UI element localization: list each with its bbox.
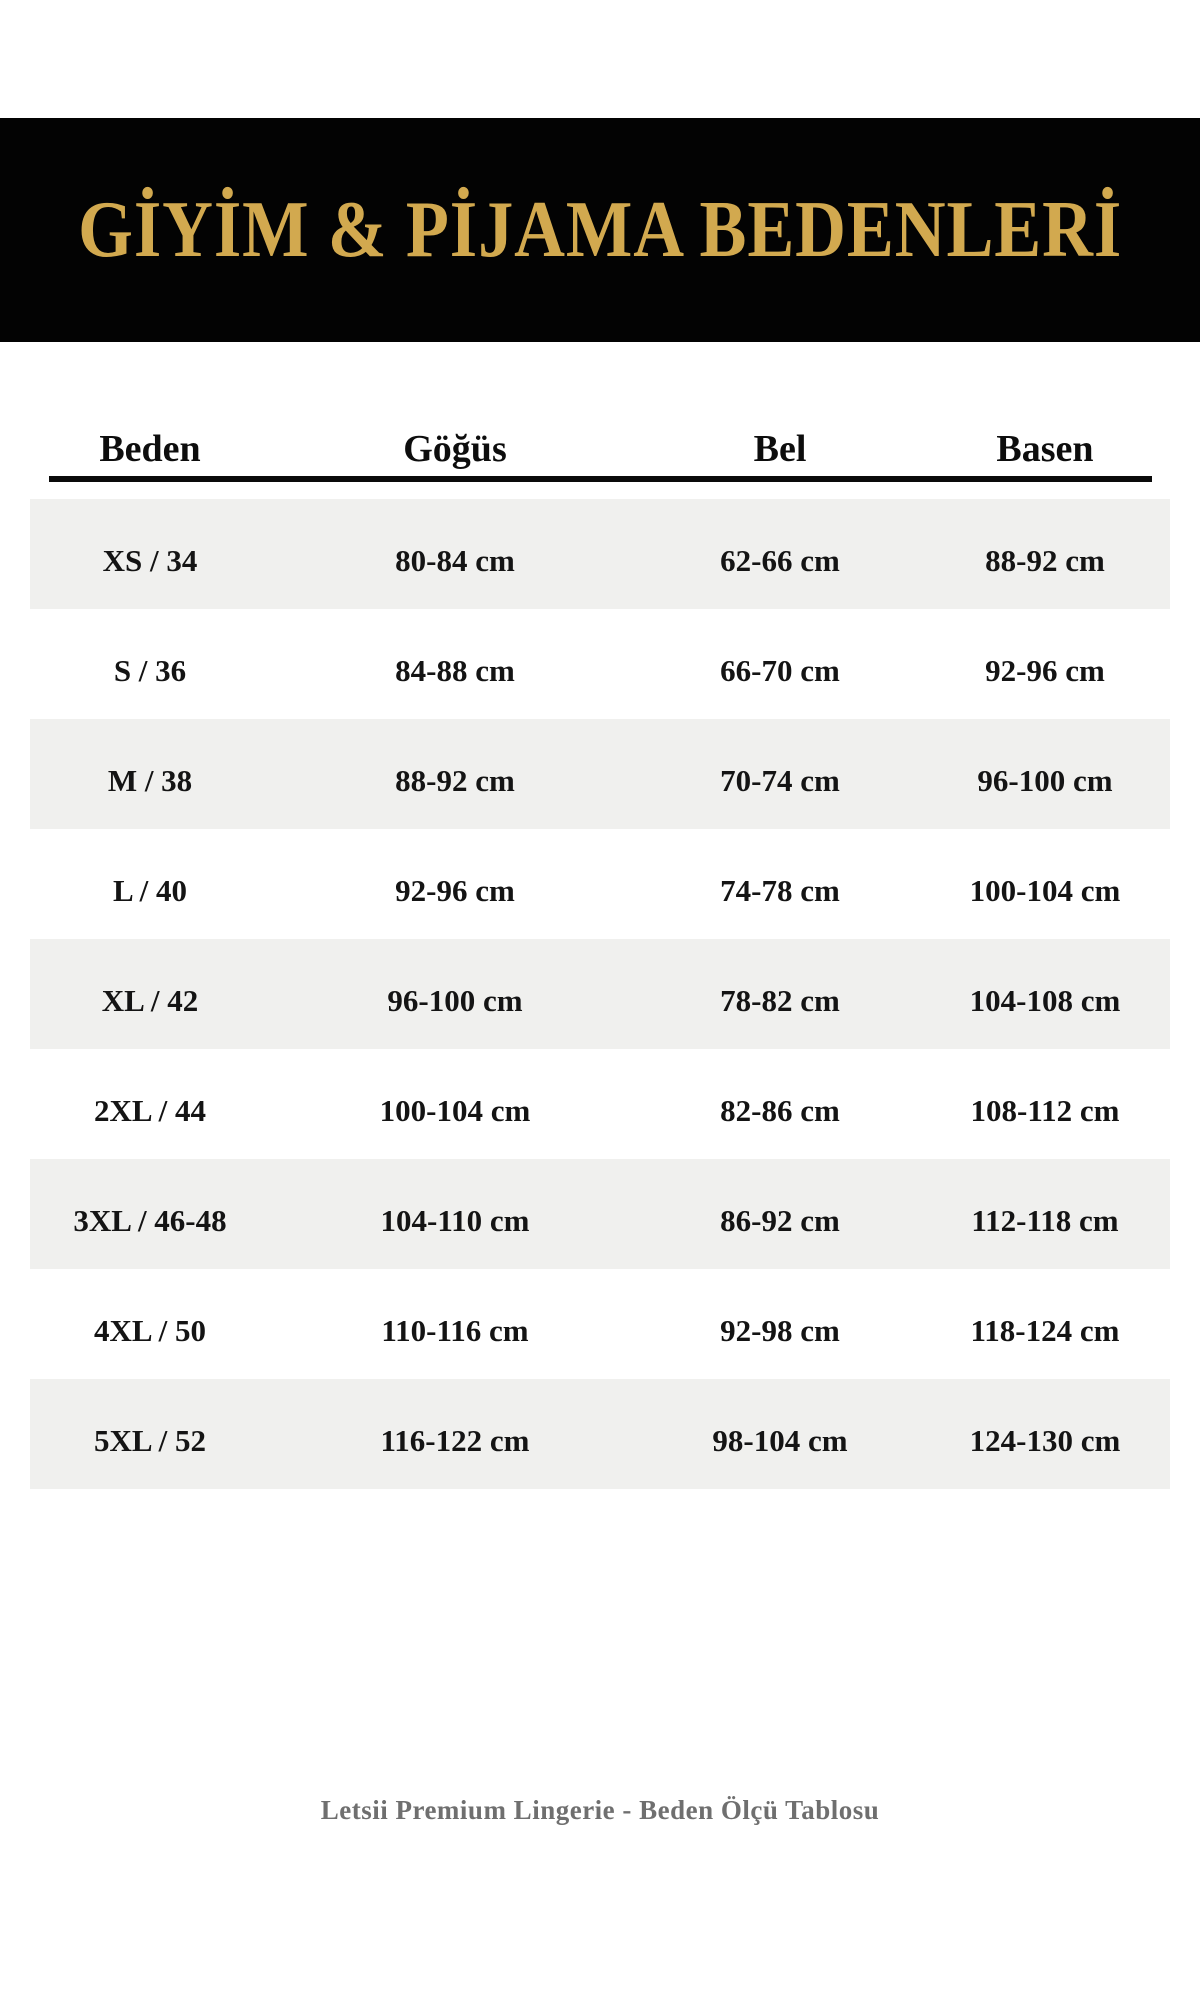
- size-cell: 2XL / 44: [94, 1093, 206, 1128]
- waist-cell: 86-92 cm: [720, 1203, 840, 1238]
- hips-cell: 112-118 cm: [971, 1203, 1119, 1238]
- chest-cell: 88-92 cm: [395, 763, 515, 798]
- hips-cell: 118-124 cm: [970, 1313, 1120, 1348]
- page-title: GİYİM & PİJAMA BEDENLERİ: [78, 185, 1122, 274]
- table-row: [30, 719, 1170, 829]
- hips-cell: 88-92 cm: [985, 543, 1105, 578]
- chest-cell: 116-122 cm: [380, 1423, 530, 1458]
- column-header-waist: Bel: [753, 428, 807, 470]
- chest-cell: 84-88 cm: [395, 653, 515, 688]
- chest-cell: 92-96 cm: [395, 873, 515, 908]
- chest-cell: 96-100 cm: [387, 983, 523, 1018]
- table-body: [30, 499, 1170, 1489]
- footer-caption: Letsii Premium Lingerie - Beden Ölçü Tablosu: [320, 1795, 880, 1825]
- waist-cell: 92-98 cm: [720, 1313, 840, 1348]
- table-row: [30, 1049, 1170, 1159]
- waist-cell: 70-74 cm: [720, 763, 840, 798]
- chest-cell: 80-84 cm: [395, 543, 515, 578]
- table-header-row: [30, 413, 1170, 473]
- column-header-hips: Basen: [996, 428, 1094, 470]
- waist-cell: 78-82 cm: [720, 983, 840, 1018]
- size-cell: M / 38: [107, 763, 193, 798]
- table-row: [30, 1159, 1170, 1269]
- title-banner: [0, 118, 1200, 342]
- hips-cell: 100-104 cm: [969, 873, 1121, 908]
- size-cell: XL / 42: [101, 983, 199, 1018]
- waist-cell: 98-104 cm: [712, 1423, 848, 1458]
- table-row: [30, 609, 1170, 719]
- table-row: [30, 1379, 1170, 1489]
- chest-cell: 110-116 cm: [381, 1313, 529, 1348]
- table-row: [30, 829, 1170, 939]
- hips-cell: 104-108 cm: [969, 983, 1121, 1018]
- size-cell: 3XL / 46-48: [73, 1203, 227, 1238]
- waist-cell: 62-66 cm: [720, 543, 840, 578]
- waist-cell: 66-70 cm: [720, 653, 840, 688]
- column-header-size: Beden: [99, 428, 201, 470]
- hips-cell: 124-130 cm: [969, 1423, 1121, 1458]
- table-row: [30, 939, 1170, 1049]
- size-cell: 4XL / 50: [94, 1313, 206, 1348]
- column-header-chest: Göğüs: [403, 428, 507, 470]
- table-row: [30, 499, 1170, 609]
- waist-cell: 82-86 cm: [720, 1093, 840, 1128]
- hips-cell: 92-96 cm: [985, 653, 1105, 688]
- size-cell: XS / 34: [102, 543, 198, 578]
- footer: [0, 1795, 1200, 1826]
- size-cell: 5XL / 52: [94, 1423, 206, 1458]
- chest-cell: 104-110 cm: [380, 1203, 530, 1238]
- hips-cell: 108-112 cm: [970, 1093, 1120, 1128]
- size-cell: L / 40: [112, 873, 188, 908]
- chest-cell: 100-104 cm: [379, 1093, 531, 1128]
- hips-cell: 96-100 cm: [977, 763, 1113, 798]
- header-divider: [49, 476, 1152, 482]
- waist-cell: 74-78 cm: [720, 873, 840, 908]
- size-cell: S / 36: [113, 653, 187, 688]
- table-row: [30, 1269, 1170, 1379]
